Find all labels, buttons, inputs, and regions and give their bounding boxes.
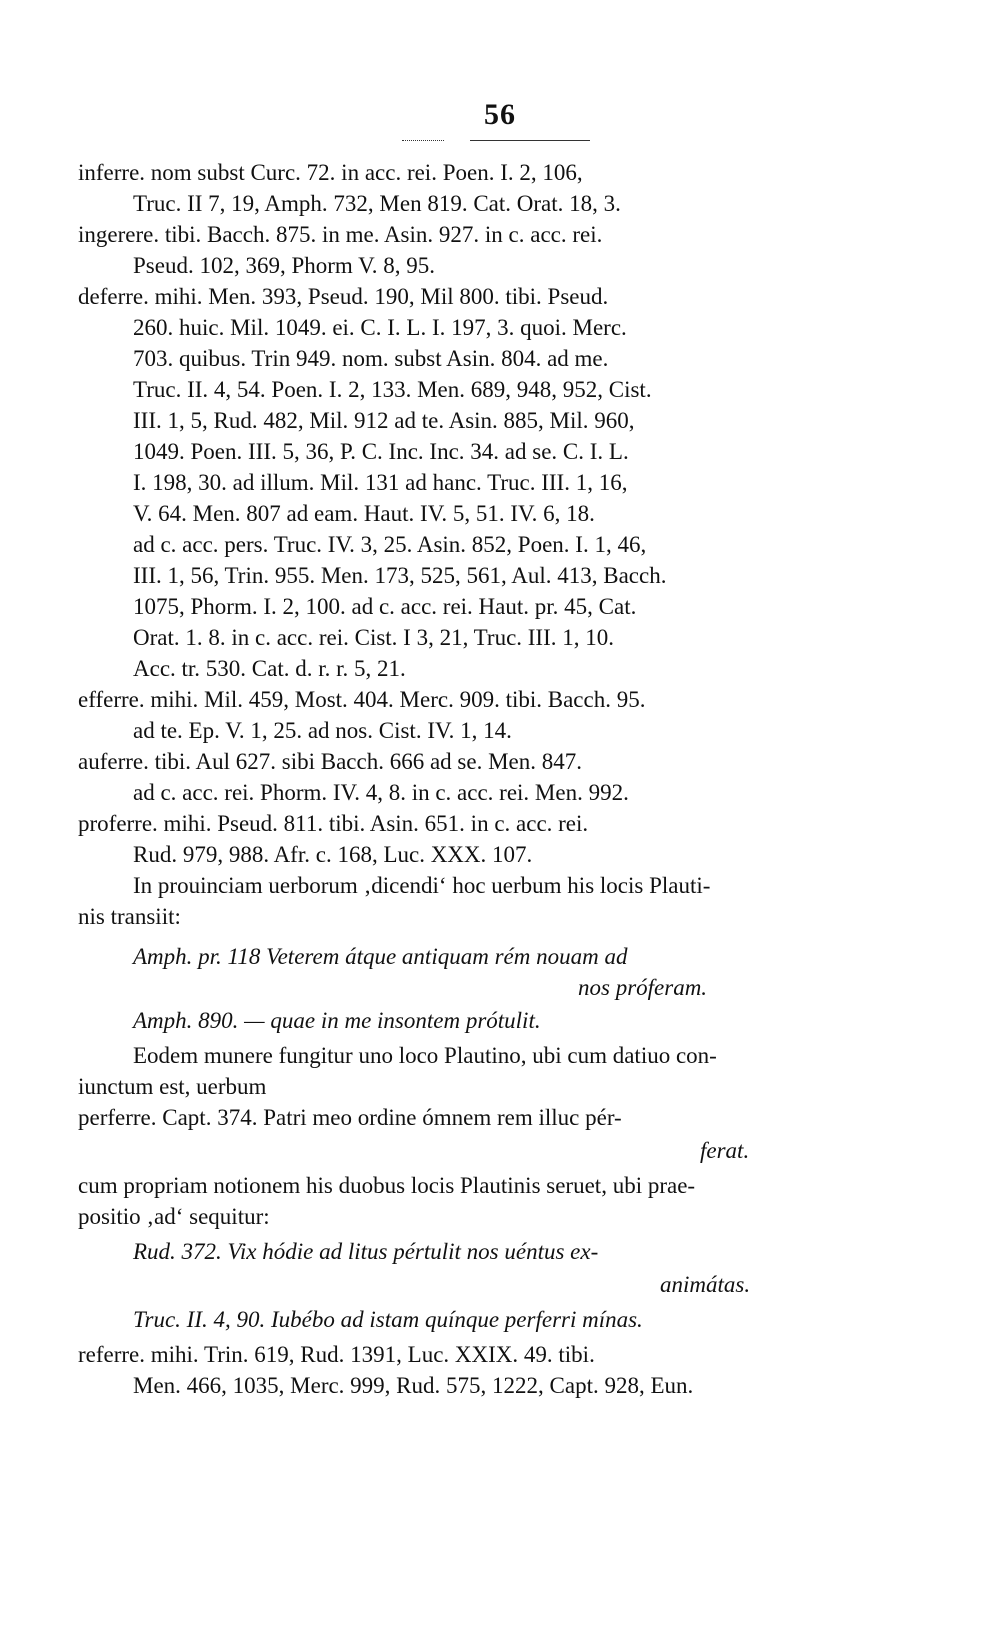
text-line: iunctum est, uerbum [78,1074,267,1099]
text-line: cum propriam notionem his duobus locis Plautinis seruet, ubi prae- [78,1173,696,1198]
text-line: Rud. 372. Vix hódie ad litus pértulit nos uéntus ex- [133,1239,599,1264]
text-line: Truc. II. 4, 54. Poen. I. 2, 133. Men. 689, 948, 952, Cist. [133,377,652,402]
text-line: III. 1, 56, Trin. 955. Men. 173, 525, 561, Aul. 413, Bacch. [133,563,667,588]
text-line: I. 198, 30. ad illum. Mil. 131 ad hanc. Truc. III. 1, 16, [133,470,628,495]
page-number: 56 [484,98,516,131]
text-line: proferre. mihi. Pseud. 811. tibi. Asin. 651. in c. acc. rei. [78,811,589,836]
header-rule-right [470,140,590,141]
text-line: animátas. [660,1272,751,1297]
text-line: In prouinciam uerborum ‚dicendi‘ hoc uerbum his locis Plauti- [133,873,711,898]
text-line: 260. huic. Mil. 1049. ei. C. I. L. I. 197, 3. quoi. Merc. [133,315,627,340]
text-line: nos próferam. [578,975,708,1000]
text-line: ad c. acc. pers. Truc. IV. 3, 25. Asin. 852, Poen. I. 1, 46, [133,532,647,557]
text-line: Pseud. 102, 369, Phorm V. 8, 95. [133,253,436,278]
text-line: ad te. Ep. V. 1, 25. ad nos. Cist. IV. 1, 14. [133,718,512,743]
text-line: Truc. II 7, 19, Amph. 732, Men 819. Cat. Orat. 18, 3. [133,191,621,216]
text-line: perferre. Capt. 374. Patri meo ordine ómnem rem illuc pér- [78,1105,622,1130]
text-line: Amph. 890. — quae in me insontem prótulit. [133,1008,541,1033]
text-line: efferre. mihi. Mil. 459, Most. 404. Merc. 909. tibi. Bacch. 95. [78,687,646,712]
text-line: 1049. Poen. III. 5, 36, P. C. Inc. Inc. 34. ad se. C. I. L. [133,439,629,464]
text-line: Eodem munere fungitur uno loco Plautino, ubi cum datiuo con- [133,1043,717,1068]
text-line: 1075, Phorm. I. 2, 100. ad c. acc. rei. Haut. pr. 45, Cat. [133,594,637,619]
text-line: Acc. tr. 530. Cat. d. r. r. 5, 21. [133,656,406,681]
text-line: Truc. II. 4, 90. Iubébo ad istam quínque perferri mínas. [133,1307,643,1332]
text-line: Orat. 1. 8. in c. acc. rei. Cist. I 3, 21, Truc. III. 1, 10. [133,625,615,650]
text-line: ad c. acc. rei. Phorm. IV. 4, 8. in c. acc. rei. Men. 992. [133,780,629,805]
text-line: nis transiit: [78,904,181,929]
text-line: inferre. nom subst Curc. 72. in acc. rei. Poen. I. 2, 106, [78,160,583,185]
text-line: positio ‚ad‘ sequitur: [78,1204,270,1229]
text-line: Men. 466, 1035, Merc. 999, Rud. 575, 1222, Capt. 928, Eun. [133,1373,694,1398]
text-line: Rud. 979, 988. Afr. c. 168, Luc. XXX. 107. [133,842,533,867]
text-line: referre. mihi. Trin. 619, Rud. 1391, Luc. XXIX. 49. tibi. [78,1342,595,1367]
text-line: Amph. pr. 118 Veterem átque antiquam rém nouam ad [133,944,628,969]
text-line: ferat. [700,1138,750,1163]
text-line: deferre. mihi. Men. 393, Pseud. 190, Mil 800. tibi. Pseud. [78,284,609,309]
text-line: V. 64. Men. 807 ad eam. Haut. IV. 5, 51. IV. 6, 18. [133,501,595,526]
text-line: auferre. tibi. Aul 627. sibi Bacch. 666 ad se. Men. 847. [78,749,582,774]
header-rule-left [402,140,444,141]
text-line: ingerere. tibi. Bacch. 875. in me. Asin. 927. in c. acc. rei. [78,222,603,247]
text-line: III. 1, 5, Rud. 482, Mil. 912 ad te. Asin. 885, Mil. 960, [133,408,635,433]
text-line: 703. quibus. Trin 949. nom. subst Asin. 804. ad me. [133,346,609,371]
